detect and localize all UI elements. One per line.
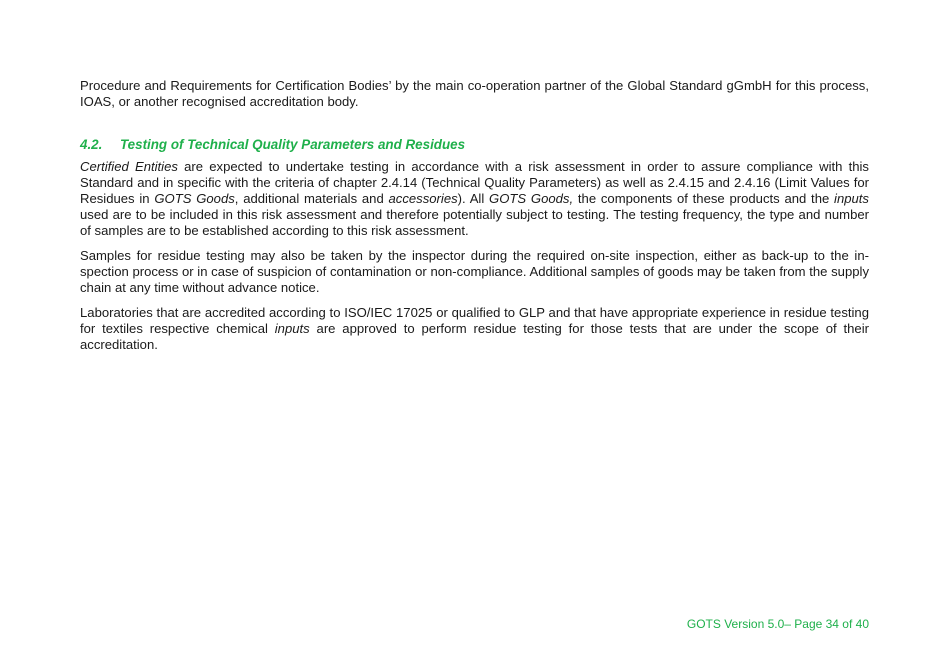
section-heading [80,137,869,153]
term-inputs: inputs [834,191,869,206]
paragraph-residue-sampling: Samples for residue testing may also be taken by the inspector during the required on-site inspection, either as back-up to the inspection process or in case of suspicion of contamination or non-compliance. Additional samples of goods may be taken from the supply chain at any time without advance notice. [80,248,869,295]
section-title: Testing of Technical Quality Parameters and Residues [120,137,466,152]
intro-paragraph: Procedure and Requirements for Certification Bodies’ by the main co-operation partner of the Global Standard gGmbH for this process, IOAS, or another recognised accreditation body. [80,78,869,109]
term-gots-goods: GOTS Goods, [489,191,574,206]
term-gots-goods: GOTS Goods [154,191,235,206]
term-accessories: accessories [388,191,458,206]
paragraph-text: used are to be included in this risk assessment and therefore potentially subject to testing. The testing frequency, the type and number of samples are to be established according to this risk assessment. [80,207,869,238]
paragraph-text: the components of these products and the [573,191,835,206]
paragraph-testing-requirements [80,159,869,239]
section-spacer [80,119,869,137]
page-footer: GOTS Version 5.0– Page 34 of 40 [686,617,869,631]
document-body [80,78,869,362]
paragraph-text: , additional materials and [234,191,389,206]
paragraph-text: Laboratories that are accredited according to ISO/IEC 17025 or qualified to GLP and that have appropriate experience in residue testing for textiles respective chemical [80,305,869,336]
section-number: 4.2. [80,137,103,152]
paragraph-laboratories [80,305,869,353]
paragraph-text: are approved to perform residue testing for those tests that are under the scope of their accreditation. [80,321,869,352]
paragraph-text: are expected to undertake testing in accordance with a risk assessment in order to assure compliance with this Standard and in specific with the criteria of chapter 2.4.14 (Technical Quality Parameters) as well as 2.4.15 and 2.4.16 (Limit Values for Residues in [80,159,869,206]
term-certified-entities: Certified Entities [80,159,178,174]
paragraph-text: ). All [457,191,490,206]
term-inputs: inputs [274,321,310,336]
